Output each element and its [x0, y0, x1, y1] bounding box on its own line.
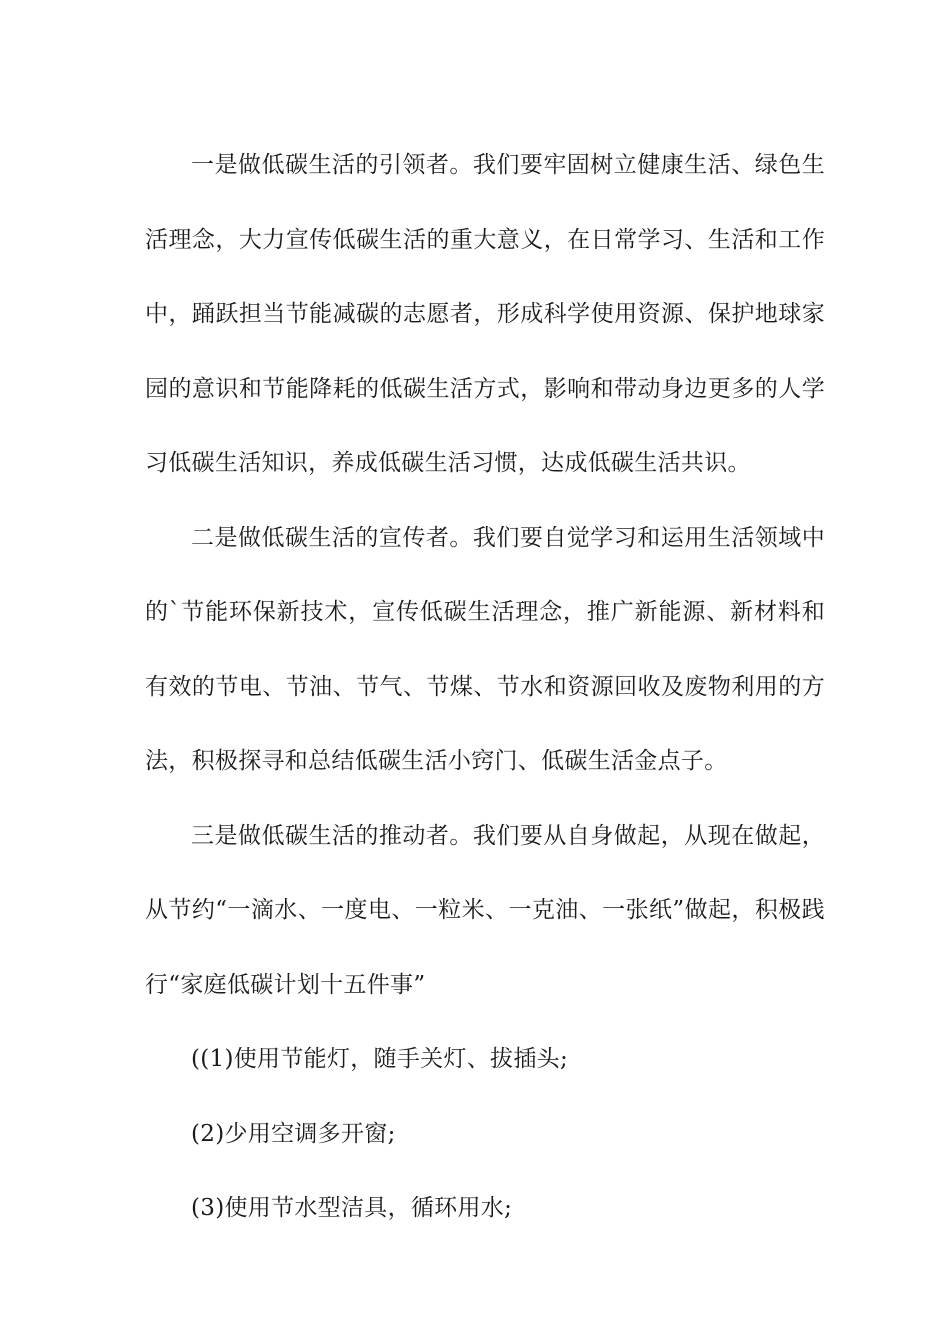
- list-item: (3)使用节水型洁具，循环用水;: [191, 1195, 513, 1221]
- paragraph-leader: 一是做低碳生活的引领者。我们要牢固树立健康生活、绿色生活理念，大力宣传低碳生活的重大意义，在日常学习、生活和工作中，踊跃担当节能减碳的志愿者，形成科学使用资源、保护地球家园的意识和节能降耗的低碳生活方式，影响和带动身边更多的人学习低碳生活知识，养成低碳生活习惯，达成低碳生活共识。: [145, 152, 825, 476]
- paragraph-driver: 三是做低碳生活的推动者。我们要从自身做起，从现在做起，从节约“一滴水、一度电、一粒米、一克油、一张纸”做起，积极践行“家庭低碳计划十五件事”: [145, 822, 825, 998]
- list-item: (2)少用空调多开窗;: [191, 1120, 396, 1147]
- list-item: ((1)使用节能灯，随手关灯、拔插头;: [191, 1046, 569, 1072]
- paragraph-promoter: 二是做低碳生活的宣传者。我们要自觉学习和运用生活领域中的`节能环保新技术，宣传低碳生活理念，推广新能源、新材料和有效的节电、节油、节气、节煤、节水和资源回收及废物利用的方法，积极探寻和总结低碳生活小窍门、低碳生活金点子。: [145, 524, 825, 774]
- document-body: [145, 128, 825, 1246]
